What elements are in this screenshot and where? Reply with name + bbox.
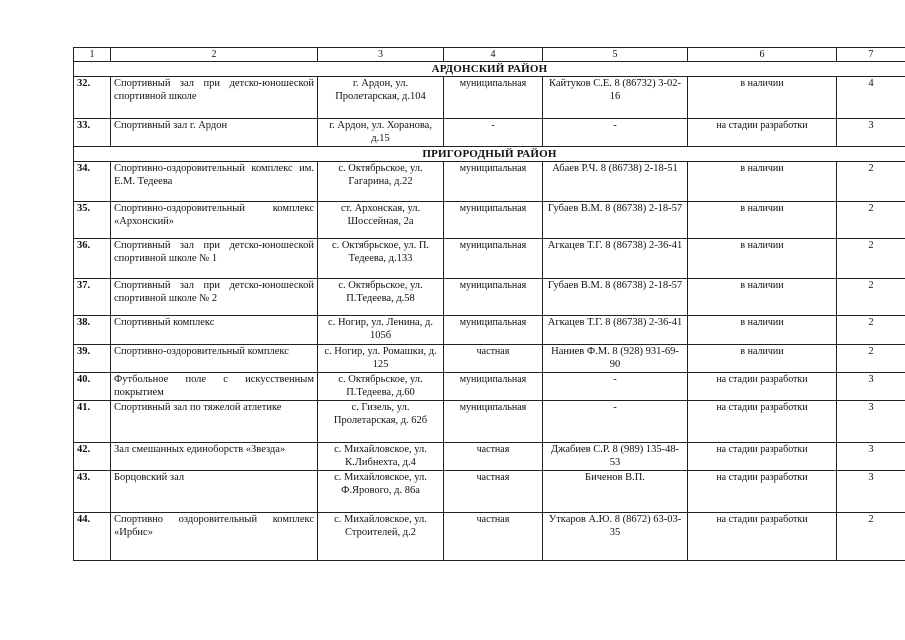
responsible-contact: Кайтуков С.Е. 8 (86732) 3-02-16 xyxy=(543,77,688,119)
category-value: 3 xyxy=(837,119,905,147)
ownership-type: частная xyxy=(444,345,543,373)
responsible-contact: Джабиев С.Р. 8 (989) 135-48-53 xyxy=(543,443,688,471)
table-row xyxy=(74,162,905,202)
column-number-header: 6 xyxy=(688,48,837,62)
category-value: 3 xyxy=(837,373,905,401)
responsible-contact: Наниев Ф.М. 8 (928) 931-69-90 xyxy=(543,345,688,373)
project-status: в наличии xyxy=(688,162,837,202)
table-row xyxy=(74,443,905,471)
table-row xyxy=(74,401,905,443)
row-number: 38. xyxy=(74,316,111,345)
row-number: 36. xyxy=(74,239,111,279)
project-status: в наличии xyxy=(688,77,837,119)
facility-address: с. Ногир, ул. Ленина, д. 105б xyxy=(318,316,444,345)
facility-name: Спортивно-оздоровительный комплекс «Архонский» xyxy=(111,202,318,239)
facility-address: с. Октябрьское, ул. П.Тедеева, д.58 xyxy=(318,279,444,316)
ownership-type: муниципальная xyxy=(444,279,543,316)
facility-name: Спортивный зал при детско-юношеской спортивной школе № 1 xyxy=(111,239,318,279)
responsible-contact: Уткаров А.Ю. 8 (8672) 63-03-35 xyxy=(543,513,688,561)
responsible-contact: Абаев Р.Ч. 8 (86738) 2-18-51 xyxy=(543,162,688,202)
region-heading: АРДОНСКИЙ РАЙОН xyxy=(74,62,905,77)
table-row xyxy=(74,471,905,513)
project-status: в наличии xyxy=(688,279,837,316)
facility-name: Футбольное поле с искусственным покрытием xyxy=(111,373,318,401)
row-number: 34. xyxy=(74,162,111,202)
category-value: 2 xyxy=(837,239,905,279)
project-status: на стадии разработки xyxy=(688,471,837,513)
column-number-header: 2 xyxy=(111,48,318,62)
category-value: 2 xyxy=(837,513,905,561)
responsible-contact: Агкацев Т.Г. 8 (86738) 2-36-41 xyxy=(543,239,688,279)
row-number: 33. xyxy=(74,119,111,147)
facilities-table xyxy=(73,47,905,561)
table-row xyxy=(74,119,905,147)
category-value: 2 xyxy=(837,279,905,316)
responsible-contact: - xyxy=(543,401,688,443)
facility-address: с. Гизель, ул. Пролетарская, д. 62б xyxy=(318,401,444,443)
facility-address: с. Михайловское, ул. Ф.Ярового, д. 86а xyxy=(318,471,444,513)
facility-address: с. Октябрьское, ул. П. Тедеева, д.133 xyxy=(318,239,444,279)
column-number-header: 5 xyxy=(543,48,688,62)
facility-name: Спортивно оздоровительный комплекс «Ирбис» xyxy=(111,513,318,561)
category-value: 3 xyxy=(837,471,905,513)
facility-address: с. Октябрьское, ул. П.Тедеева, д.60 xyxy=(318,373,444,401)
ownership-type: муниципальная xyxy=(444,373,543,401)
table-row xyxy=(74,513,905,561)
row-number: 40. xyxy=(74,373,111,401)
row-number: 43. xyxy=(74,471,111,513)
category-value: 3 xyxy=(837,401,905,443)
table-row xyxy=(74,279,905,316)
column-number-header-row xyxy=(74,48,905,62)
responsible-contact: - xyxy=(543,373,688,401)
column-number-header: 3 xyxy=(318,48,444,62)
project-status: в наличии xyxy=(688,239,837,279)
facility-name: Спортивно-оздоровительный комплекс xyxy=(111,345,318,373)
ownership-type: - xyxy=(444,119,543,147)
facility-name: Спортивный зал по тяжелой атлетике xyxy=(111,401,318,443)
table-row xyxy=(74,77,905,119)
category-value: 4 xyxy=(837,77,905,119)
ownership-type: муниципальная xyxy=(444,316,543,345)
region-heading-row xyxy=(74,62,905,77)
responsible-contact: Агкацев Т.Г. 8 (86738) 2-36-41 xyxy=(543,316,688,345)
table-row xyxy=(74,202,905,239)
facility-address: с. Ногир, ул. Ромашки, д. 125 xyxy=(318,345,444,373)
project-status: на стадии разработки xyxy=(688,119,837,147)
project-status: на стадии разработки xyxy=(688,513,837,561)
facility-name: Спортивно-оздоровительный комплекс им. Е.М. Тедеева xyxy=(111,162,318,202)
row-number: 37. xyxy=(74,279,111,316)
facility-name: Борцовский зал xyxy=(111,471,318,513)
category-value: 3 xyxy=(837,443,905,471)
column-number-header: 1 xyxy=(74,48,111,62)
facility-address: с. Михайловское, ул. Строителей, д.2 xyxy=(318,513,444,561)
table-row xyxy=(74,239,905,279)
table-row xyxy=(74,373,905,401)
ownership-type: муниципальная xyxy=(444,77,543,119)
facility-address: с. Михайловское, ул. К.Либнехта, д.4 xyxy=(318,443,444,471)
project-status: на стадии разработки xyxy=(688,443,837,471)
ownership-type: муниципальная xyxy=(444,239,543,279)
project-status: в наличии xyxy=(688,345,837,373)
facility-address: с. Октябрьское, ул. Гагарина, д.22 xyxy=(318,162,444,202)
project-status: на стадии разработки xyxy=(688,373,837,401)
row-number: 35. xyxy=(74,202,111,239)
facility-name: Спортивный зал г. Ардон xyxy=(111,119,318,147)
project-status: в наличии xyxy=(688,316,837,345)
ownership-type: муниципальная xyxy=(444,162,543,202)
facility-name: Зал смешанных единоборств «Звезда» xyxy=(111,443,318,471)
category-value: 2 xyxy=(837,162,905,202)
facility-name: Спортивный зал при детско-юношеской спортивной школе xyxy=(111,77,318,119)
category-value: 2 xyxy=(837,316,905,345)
row-number: 42. xyxy=(74,443,111,471)
ownership-type: частная xyxy=(444,471,543,513)
ownership-type: муниципальная xyxy=(444,401,543,443)
project-status: на стадии разработки xyxy=(688,401,837,443)
responsible-contact: - xyxy=(543,119,688,147)
row-number: 44. xyxy=(74,513,111,561)
ownership-type: муниципальная xyxy=(444,202,543,239)
facility-address: г. Ардон, ул. Хоранова, д.15 xyxy=(318,119,444,147)
facility-name: Спортивный зал при детско-юношеской спортивной школе № 2 xyxy=(111,279,318,316)
responsible-contact: Губаев В.М. 8 (86738) 2-18-57 xyxy=(543,279,688,316)
facility-address: г. Ардон, ул. Пролетарская, д.104 xyxy=(318,77,444,119)
ownership-type: частная xyxy=(444,443,543,471)
column-number-header: 7 xyxy=(837,48,905,62)
row-number: 32. xyxy=(74,77,111,119)
region-heading-row xyxy=(74,147,905,162)
responsible-contact: Биченов В.П. xyxy=(543,471,688,513)
category-value: 2 xyxy=(837,345,905,373)
project-status: в наличии xyxy=(688,202,837,239)
table-row xyxy=(74,316,905,345)
row-number: 39. xyxy=(74,345,111,373)
facility-name: Спортивный комплекс xyxy=(111,316,318,345)
responsible-contact: Губаев В.М. 8 (86738) 2-18-57 xyxy=(543,202,688,239)
ownership-type: частная xyxy=(444,513,543,561)
category-value: 2 xyxy=(837,202,905,239)
column-number-header: 4 xyxy=(444,48,543,62)
facility-address: ст. Архонская, ул. Шоссейная, 2а xyxy=(318,202,444,239)
table-row xyxy=(74,345,905,373)
region-heading: ПРИГОРОДНЫЙ РАЙОН xyxy=(74,147,905,162)
row-number: 41. xyxy=(74,401,111,443)
